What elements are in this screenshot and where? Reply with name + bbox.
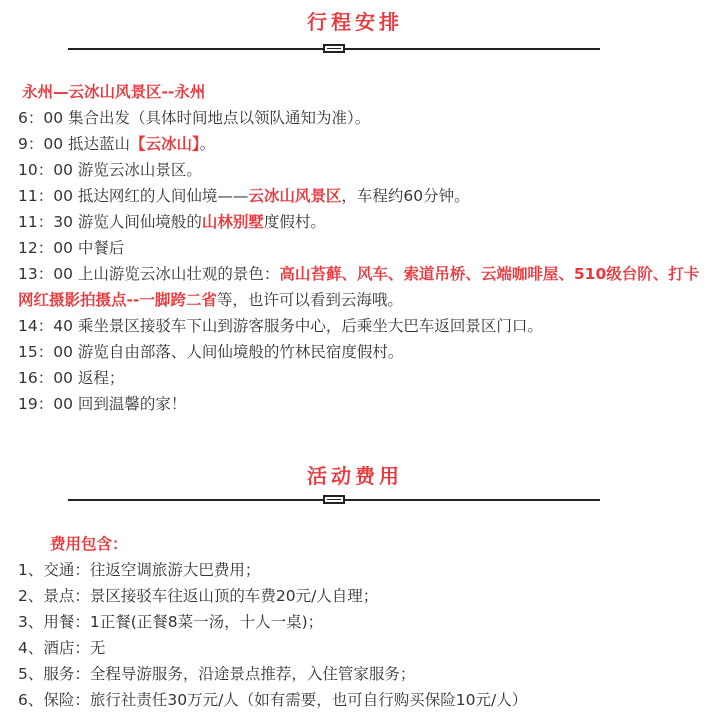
itinerary-text: 度假村。: [263, 213, 326, 231]
itinerary-item: [18, 261, 702, 313]
itinerary-text: 抵达蓝山: [63, 135, 131, 153]
itinerary-text: 等，也许可以看到云海哦。: [216, 291, 403, 309]
itinerary-item: [18, 157, 702, 183]
itinerary-text: 集合出发（具体时间地点以领队通知为准）。: [63, 109, 371, 127]
itinerary-time: 16：00: [18, 369, 73, 387]
itinerary-item: [18, 183, 702, 209]
itinerary-item: [18, 339, 702, 365]
fee-item: 6、保险：旅行社责任30万元/人（如有需要，也可自行购买保险10元/人）: [18, 691, 528, 709]
itinerary-text: 抵达网红的人间仙境——: [72, 187, 249, 205]
itinerary-time: 6：00: [18, 109, 64, 127]
itinerary-time: 10：00: [18, 161, 73, 179]
fees-included-label: 费用包含：: [50, 535, 128, 553]
itinerary-time: 13：00: [18, 265, 73, 283]
itinerary-list: [18, 105, 702, 417]
itinerary-highlight: 【云冰山】: [130, 135, 200, 153]
itinerary-title: 行程安排: [307, 10, 403, 34]
itinerary-item: [18, 365, 702, 391]
itinerary-time: 9：00: [18, 135, 64, 153]
itinerary-text: 游览云冰山景区。: [72, 161, 202, 179]
itinerary-time: 11：00: [18, 187, 73, 205]
route-heading: 永州—云冰山风景区--永州: [22, 83, 206, 101]
itinerary-item: [18, 209, 702, 235]
fee-item: 2、景点：景区接驳车往返山顶的车费20元/人自理；: [18, 587, 379, 605]
fee-item: 1、交通：往返空调旅游大巴费用；: [18, 561, 261, 579]
itinerary-text: 回到温馨的家！: [72, 395, 187, 413]
itinerary-item: [18, 131, 702, 157]
itinerary-item: [18, 391, 702, 417]
fees-title: 活动费用: [307, 464, 403, 488]
itinerary-text: 游览人间仙境般的: [72, 213, 202, 231]
itinerary-time: 19：00: [18, 395, 73, 413]
itinerary-time: 11：30: [18, 213, 73, 231]
fee-item: 3、用餐：1正餐(正餐8菜一汤，十人一桌)；: [18, 613, 324, 631]
itinerary-highlight: 云冰山风景区: [248, 187, 342, 205]
itinerary-highlight: 山林别墅: [201, 213, 264, 231]
fees-divider: [68, 495, 600, 505]
fees-list: [18, 557, 702, 713]
itinerary-highlight: 高山苔藓、风车、索道吊桥、云端咖啡屋、510级台阶、打卡网红摄影拍摄点--一脚跨二省: [18, 265, 700, 309]
itinerary-text: 中餐后: [72, 239, 125, 257]
itinerary-text: 乘坐景区接驳车下山到游客服务中心，后乘坐大巴车返回景区门口。: [72, 317, 543, 335]
itinerary-text: 游览自由部落、人间仙境般的竹林民宿度假村。: [72, 343, 404, 361]
itinerary-text: 返程；: [72, 369, 125, 387]
itinerary-text: 上山游览云冰山壮观的景色：: [72, 265, 280, 283]
itinerary-time: 14：40: [18, 317, 73, 335]
itinerary-time: 15：00: [18, 343, 73, 361]
itinerary-text: 。: [199, 135, 216, 153]
itinerary-divider: [68, 44, 600, 54]
itinerary-item: [18, 105, 702, 131]
fee-item: 5、服务：全程导游服务，沿途景点推荐，入住管家服务；: [18, 665, 416, 683]
itinerary-time: 12：00: [18, 239, 73, 257]
fee-item: 4、酒店：无: [18, 639, 106, 657]
itinerary-item: [18, 235, 702, 261]
itinerary-item: [18, 313, 702, 339]
itinerary-text: ，车程约60分钟。: [341, 187, 470, 205]
